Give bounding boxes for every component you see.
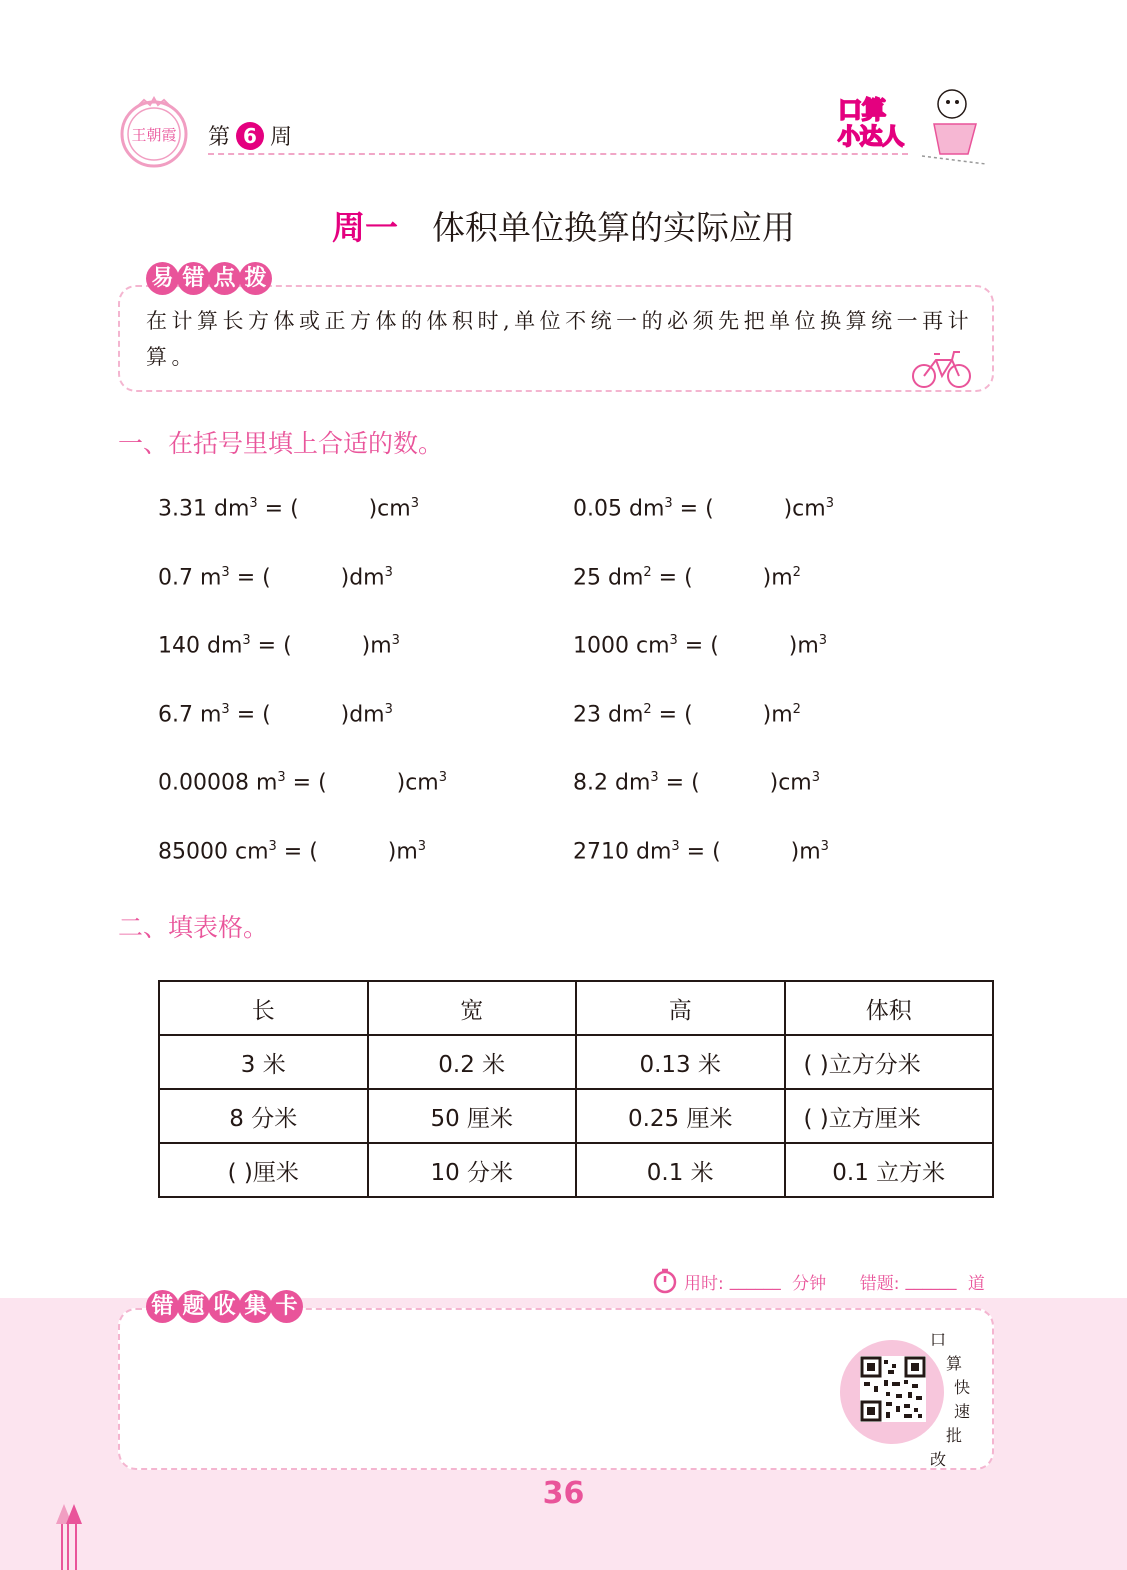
table-row [159,1089,993,1143]
exponent: 3 [384,702,393,717]
qr-text-char: 速 [954,1402,971,1421]
table-cell: 3 米 [159,1035,368,1089]
answer-blank: = ( )m [651,702,793,728]
table-cell: 0.25 厘米 [576,1089,785,1143]
exponent: 3 [669,633,678,648]
question-left: 0.7 m [158,565,222,591]
question-left: 0.00008 m [158,770,278,796]
mistake-collection-label [146,1290,301,1323]
conversion-question[interactable] [158,565,393,590]
answer-blank: = ( )dm [229,565,385,591]
qr-code-icon[interactable] [860,1356,926,1422]
exponent: 3 [417,839,427,854]
qr-text-char: 口 [930,1330,947,1349]
time-and-errors-line [652,1268,985,1294]
errors-unit: 道 [967,1273,985,1294]
conversion-question[interactable] [573,496,834,521]
table-answer-cell[interactable]: ( )厘米 [159,1143,368,1197]
tip-label-char: 拨 [239,262,272,295]
svg-text:王朝霞: 王朝霞 [131,126,177,144]
quick-grading-text [928,1328,971,1472]
exponent: 3 [818,633,828,648]
question-left: 1000 cm [573,633,670,659]
conversion-question[interactable] [573,633,827,658]
section1-title: 一、在括号里填上合适的数。 [118,429,444,458]
time-label: 用时: [684,1273,724,1294]
table-header-row [159,981,993,1035]
section2-title: 二、填表格。 [118,913,269,942]
tip-label-char: 易 [146,262,179,295]
question-left: 0.05 dm [573,496,665,522]
exponent: 3 [671,839,680,854]
answer-blank: = ( )cm [285,770,439,796]
table-answer-cell[interactable]: ( )立方厘米 [785,1089,994,1143]
answer-blank: = ( )cm [257,496,411,522]
exponent: 3 [410,496,419,511]
qr-text-char: 批 [946,1426,963,1445]
week-suffix: 周 [270,125,293,150]
exponent: 2 [792,565,801,580]
exponent: 3 [438,770,448,785]
conversion-question[interactable] [158,496,419,521]
exponent: 3 [650,770,659,785]
qr-text-char: 算 [946,1354,963,1373]
page-title [0,202,1127,249]
exponent: 3 [825,496,834,511]
answer-blank: = ( )cm [658,770,812,796]
question-left: 2710 dm [573,839,672,865]
answer-blank: = ( )m [679,839,821,865]
table-cell: 0.2 米 [368,1035,577,1089]
time-unit: 分钟 [792,1273,827,1294]
errors-label: 错题: [859,1273,900,1294]
table-header-cell: 宽 [368,981,577,1035]
question-left: 25 dm [573,565,644,591]
question-left: 23 dm [573,702,644,728]
question-left: 3.31 dm [158,496,250,522]
exponent: 3 [277,770,286,785]
exponent: 3 [268,839,277,854]
exponent: 3 [664,496,673,511]
header-divider [208,153,908,155]
collect-label-char: 集 [239,1290,272,1323]
collect-label-char: 收 [208,1290,241,1323]
table-cell: 0.13 米 [576,1035,785,1089]
table-cell: 10 分米 [368,1143,577,1197]
bicycle-icon [912,348,972,390]
table-cell: 8 分米 [159,1089,368,1143]
exponent: 3 [249,496,258,511]
title-day: 周一 [332,208,398,247]
collect-label-char: 错 [146,1290,179,1323]
publisher-seal-logo [118,96,190,168]
exponent: 3 [221,702,230,717]
answer-blank: = ( )m [276,839,418,865]
conversion-question[interactable] [573,702,801,727]
brand-logo-kousuan-daren [836,84,996,170]
collect-label-char: 卡 [270,1290,303,1323]
week-number: 6 [236,122,264,150]
exponent: 2 [643,565,652,580]
table-header-cell: 体积 [785,981,994,1035]
conversion-question[interactable] [573,839,829,864]
table-header-cell: 长 [159,981,368,1035]
volume-table [158,980,994,1198]
exponent: 3 [811,770,820,785]
exponent: 3 [820,839,829,854]
time-blank[interactable]: ______ [729,1271,787,1291]
exponent: 3 [221,565,230,580]
tip-label-char: 错 [177,262,210,295]
exponent: 3 [384,565,393,580]
table-answer-cell[interactable]: ( )立方分米 [785,1035,994,1089]
tip-label [146,262,270,298]
question-left: 6.7 m [158,702,222,728]
conversion-question[interactable] [158,633,400,658]
svg-text:口算: 口算 [838,96,886,124]
conversion-question[interactable] [573,770,820,795]
exponent: 2 [643,702,652,717]
table-row [159,1035,993,1089]
question-left: 85000 cm [158,839,269,865]
answer-blank: = ( )m [250,633,392,659]
answer-blank: = ( )dm [229,702,385,728]
conversion-question[interactable] [158,702,393,727]
answer-blank: = ( )m [651,565,793,591]
table-cell: 50 厘米 [368,1089,577,1143]
table-row [159,1143,993,1197]
pencil-arrow-decoration-icon [52,1500,88,1570]
tip-label-char: 点 [208,262,241,295]
tip-text: 在计算长方体或正方体的体积时,单位不统一的必须先把单位换算统一再计算。 [146,309,974,369]
qr-text-char: 改 [930,1450,947,1469]
qr-text-char: 快 [954,1378,971,1397]
svg-text:小达人: 小达人 [838,125,905,150]
question-left: 8.2 dm [573,770,651,796]
conversion-question[interactable] [573,565,801,590]
collect-label-char: 题 [177,1290,210,1323]
errors-blank[interactable]: ______ [905,1271,962,1291]
conversion-question[interactable] [158,839,426,864]
page-number: 36 [542,1476,585,1511]
week-indicator [208,120,292,151]
exponent: 2 [792,702,801,717]
title-topic: 体积单位换算的实际应用 [432,208,795,247]
question-left: 140 dm [158,633,243,659]
week-prefix: 第 [208,125,231,150]
table-cell: 0.1 米 [576,1143,785,1197]
table-cell: 0.1 立方米 [785,1143,994,1197]
answer-blank: = ( )cm [672,496,826,522]
exponent: 3 [391,633,400,648]
conversion-question[interactable] [158,770,447,795]
exponent: 3 [242,633,251,648]
table-header-cell: 高 [576,981,785,1035]
answer-blank: = ( )m [677,633,819,659]
stopwatch-icon [652,1268,678,1294]
